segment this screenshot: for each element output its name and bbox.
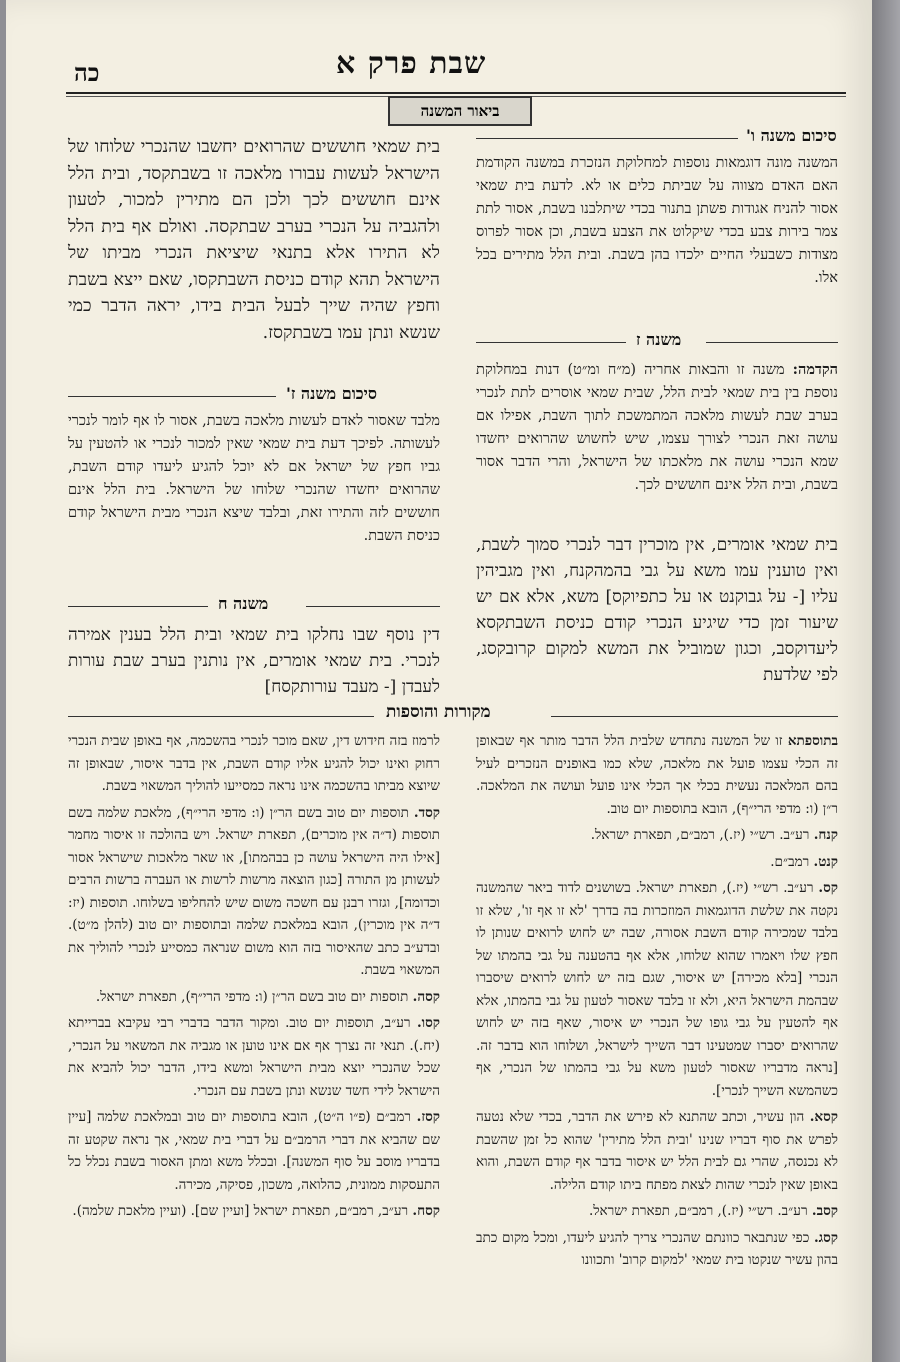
summary6-heading: סיכום משנה ו' — [746, 126, 837, 145]
sources-rule-right — [551, 716, 838, 717]
footnote-item: קסג. כפי שנתבאר כוונתם שהנכרי צריך להגיע ליעדו, ומכל מקום כתב בהון עשיר שנקטו בית שמאי 'למקום קרוב' ותכוונו — [476, 1229, 838, 1268]
footnote-item: קסה. תוספות יום טוב בשם הר״ן (ו: מדפי הרי״ף), תפארת ישראל. — [95, 988, 440, 1005]
mishna8-rule-right — [306, 606, 440, 607]
page-title: שבת פרק א — [336, 46, 487, 81]
footnote-item: קס. רע״ב. רש״י (יז.), תפארת ישראל. בשושנים לדוד ביאר שהמשנה נקטה את שלשת הדוגמאות המוזכרות בה בדרך 'לא זו אף זו', שלא זו בלבד שמכירה קודם השבת אסורה, שבה יש לחוש לרואים שנותן לו חפץ שלו ויאמרו שהוא שלוחו, אלא אף בהטענה על גבי בהמתו של הנכרי [בלא מכירה] יש איסור, שגם בזה יש לחוש לרואים שיסברו שבהמת הישראל היא, ולא זו בלבד שאסור לטעון על גבי בהמתו, אלא אף להטעין על גבי גופו של הנכרי יש איסור, שאף בזה יש לחוש שהרואים יסברו שמטעינו דבר השייך לישראל, ושלוחו הוא בדבר זה. [נראה מדבריו שאסור לטעון משא על גבי בהמתו של הנכרי, אף כשהמשא השייך לנכרי]. — [476, 880, 838, 1099]
mishna7-text: בית שמאי אומרים, אין מוכרין דבר לנכרי סמוך לשבת, ואין טוענין עמו משא על גבי בהמהקנח, ואין מגביהין עליו [- על גבוקנט או על כתפיוקס] משא, אלא אם יש שיעור זמן כדי שיגיע הנכרי קודם כניסת השבתקסא ליעדוקסב, וכגון שמוביל את המשא למקום קרובקסג, לפי שלדעת — [476, 535, 838, 685]
mishna7-rule-left — [476, 342, 626, 343]
footnote-item: קסב. רע״ב. רש״י (יז.), רמב״ם, תפארת ישראל. — [588, 1203, 838, 1219]
sources-right-column — [476, 730, 838, 1276]
sources-left-column — [68, 730, 440, 1227]
footnote-item: קסז. רמב״ם (פ״ו ה״ט), הובא בתוספות יום טוב ובמלאכת שלמה [עיין שם שהביא את דברי הרמב״ם על דברי בית שמאי, אך נראה שקטע זה בדבריו מוסב על סוף המשנה]. ובכלל משא ומתן האסור בשבת נכלל כל התעסקות ממונית, כהלואה, משכון, פסיקה, מכירה. — [68, 1109, 440, 1193]
summary6-rule — [476, 138, 738, 139]
footnote-item: לרמוז בזה חידוש דין, שאם מוכר לנכרי בהשכמה, אף באופן שבית הנכרי רחוק ואינו יכול להגיע אליו קודם השבת, אין בדבר איסור, שבאופן זה שיוצא מביתו בהשכמה אינו נראה כמסייעו להוליך המשאוי בשבת. — [68, 733, 440, 794]
sources-rule-left — [68, 716, 374, 717]
footnote-item: קנט. רמב״ם. — [770, 853, 838, 870]
page-number: כה — [74, 58, 100, 87]
mishna7-intro — [476, 358, 838, 497]
footnote-item: בתוספתא זו של המשנה נתחדש שלבית הלל הדבר מותר אף שבאופן זה הכלי עצמו פועל את מלאכה, שלא כמו באופנים הנזכרים לעיל בהם המלאכה נעשית בכלי אך הכלי אינו פועל ועושה את המלאכה. ר״ן (ו: מדפי הרי״ף), הובא בתוספות יום טוב. — [476, 733, 838, 817]
footnote-item: קנח. רע״ב. רש״י (יז.), רמב״ם, תפארת ישראל. — [590, 827, 838, 843]
mishna8-text: דין נוסף שבו נחלקו בית שמאי ובית הלל בענין אמירה לנכרי. בית שמאי אומרים, אין נותנין בערב שבת עורות לעבדן [- מעבד עורותקסח] — [68, 625, 440, 697]
footnote-item: קסו. רע״ב, תוספות יום טוב. ומקור הדבר בדברי רבי עקיבא בברייתא (יח.). תנאי זה נצרך אף אם אינו טוען או מגביה את המשאוי על הנכרי, שכל שהנכרי יוצא מבית הישראל ומשא בידו, הדבר יכול להביא את הישראל לידי חשד שנשא ונתן בשבת עם הנכרי. — [68, 1015, 440, 1099]
footnote-item: קסד. תוספות יום טוב בשם הר״ן (ו: מדפי הרי״ף), מלאכת שלמה בשם תוספות (ד״ה אין מוכרים), תפארת ישראל. ויש בהולכה זו איסור מחמר [אילו היה הישראל עושה כן בבהמתו], או שאר מלאכות שישראל אסור לעשותן מן התורה [כגון הוצאה מרשות לרשות או העברה ברשות הרבים וכדומה], וגזרו רבנן עם חשכה משום שיש להחליפו בשלוחו. תוספות (יז: ד״ה אין מוכרין), הובא במלאכת שלמה ובתוספות יום טוב (להלן מ״ט). ובדע״ב כתב שהאיסור בזה הוא משום שנראה כמסייע לנכרי להוליך את המשאוי בשבת. — [68, 804, 440, 978]
footnote-item: קסח. רע״ב, רמב״ם, תפארת ישראל [ועיין שם]. (ועיין מלאכת שלמה). — [72, 1203, 440, 1219]
mishna8-rule-left — [68, 606, 208, 607]
summary6-text: המשנה מונה דוגמאות נוספות למחלוקת הנזכרת במשנה הקודמת האם האדם מצווה על שביתת כלים או לא. לדעת בית שמאי אסור להניח אגודות פשתן בתנור בכדי שיתלבנו בשבת, אסור לתת צמר בירות צבע בכדי שיקלוט את הצבע בשבת, וכן אסור לפרוס מצודות כשבעלי החיים ילכדו בהן בשבת. ובית הלל מתירים בכל אלו. — [476, 155, 838, 286]
summary7-heading: סיכום משנה ז' — [286, 384, 377, 403]
intro-label: הקדמה: — [792, 361, 838, 378]
intro-text: משנה זו והבאות אחריה (מ״ח ומ״ט) דנות במחלוקת נוספת בין בית שמאי לבית הלל, שבית שמאי אוסרים לתת לנכרי בערב שבת לעשות מלאכה המתמשכת לתוך השבת, אפילו אם עושה זאת הנכרי לצורך עצמו, שיש לחשוש שהרואים יחשדו שמא הנכרי עושה את מלאכתו של הישראל, והרי הדבר אסור בשבת, ובית הלל אינם חוששים לכך. — [476, 362, 838, 493]
section-banner: ביאור המשנה — [388, 96, 532, 126]
sources-heading: מקורות והוספות — [386, 702, 491, 722]
mishna7-heading: משנה ז — [636, 330, 682, 349]
summary7-text: מלבד שאסור לאדם לעשות מלאכה בשבת, אסור לו אף לומר לנכרי לעשותה. לפיכך דעת בית שמאי שאין למכור לנכרי או להטעין על גביו חפץ של ישראל אם לא יוכל להגיע ליעדו קודם השבת, שהרואים יחשדו שהנכרי שלוחו של הישראל. בית הלל אינם חוששים לזה והתירו זאת, ובלבד שיצא הנכרי מבית הישראל קודם כניסת השבת. — [68, 413, 440, 544]
footnote-item: קסא. הון עשיר, וכתב שהתנא לא פירש את הדבר, בכדי שלא נטעה לפרש את סוף דבריו שנינו 'ובית הלל מתירין' שהוא כל זמן שהשבת לא נכנסה, שהרי גם לבית הלל יש איסור בדבר אף קודם השבת, והוא באופן שאין לנכרי שהות לצאת מפתח ביתו קודם הלילה. — [476, 1109, 838, 1193]
mishna8-heading: משנה ח — [218, 594, 269, 613]
left-main-text: בית שמאי חוששים שהרואים יחשבו שהנכרי שלוחו של הישראל לעשות עבורו מלאכה זו בשבתקסד, ובית הלל אינם חוששים לכך ולכן הם מתירין למכור, לטעון ולהגביה על הנכרי בערב שבתקסה. ואולם אף בית הלל לא התירו אלא בתנאי שיציאת הנכרי מביתו של הישראל תהא קודם כניסת השבתקסו, שאם ייצא בשבת וחפץ שהיה שייך לבעל הבית בידו, יראה הדבר כמי שנשא ונתן עמו בשבתקסז. — [68, 137, 440, 343]
header-rule — [66, 92, 846, 94]
mishna7-rule-right — [706, 342, 838, 343]
summary7-rule — [68, 396, 276, 397]
book-page — [6, 0, 872, 1362]
